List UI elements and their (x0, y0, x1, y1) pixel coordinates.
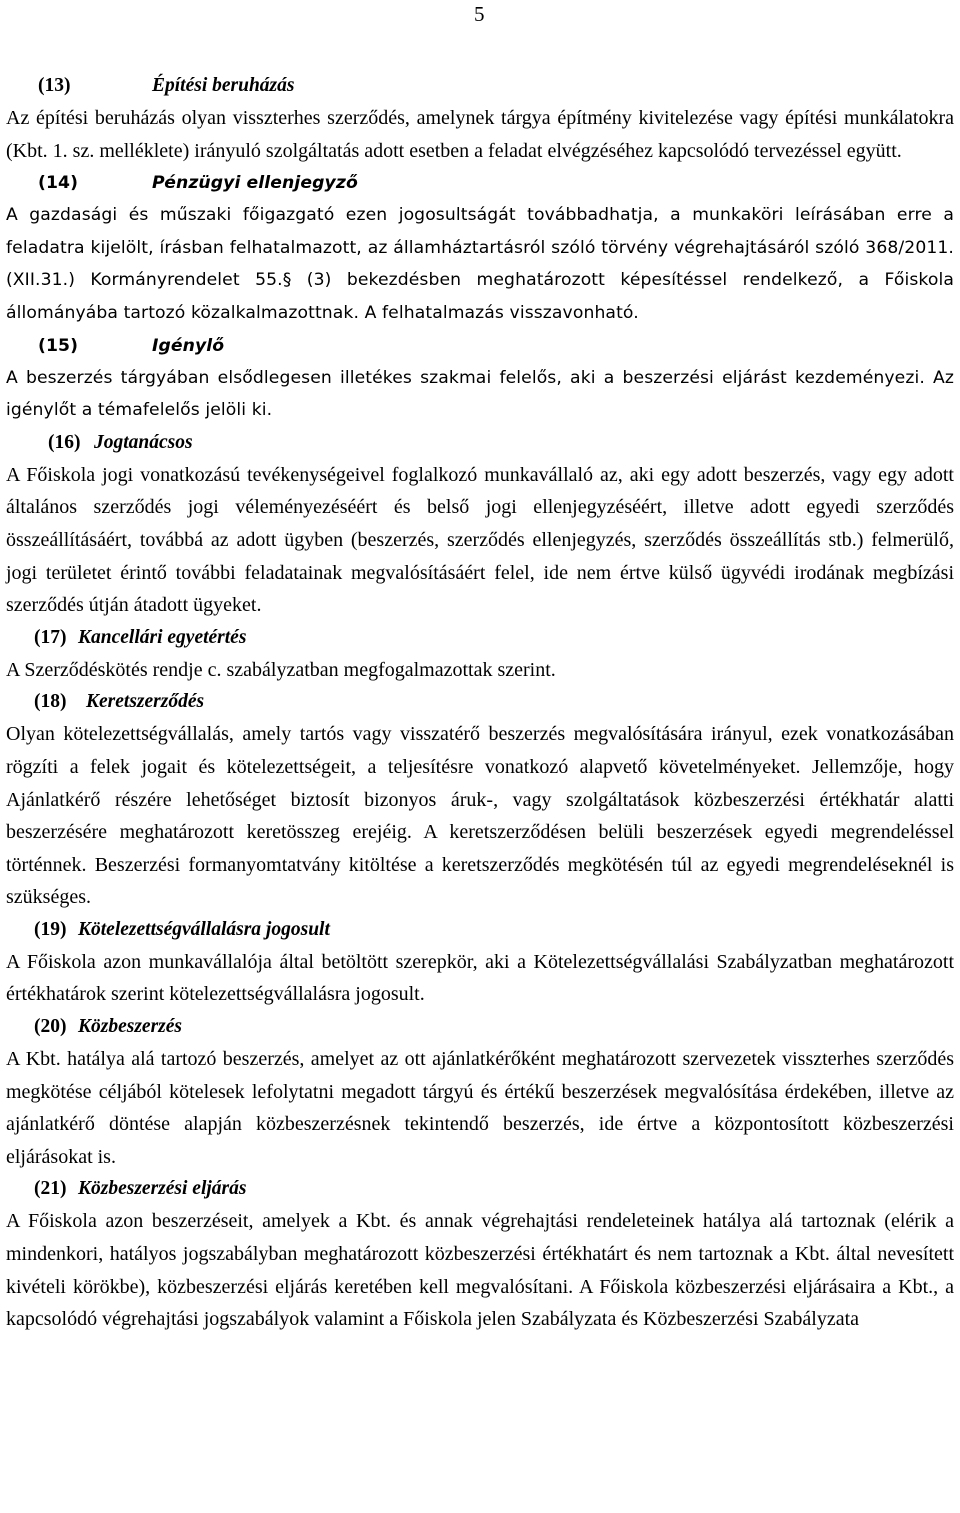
section-19-title: Kötelezettségvállalásra jogosult (78, 918, 330, 940)
section-19-heading (6, 914, 954, 946)
section-17-title: Kancellári egyetértés (78, 626, 247, 648)
section-19-text: A Főiskola azon munkavállalója által betöltött szerepkör, aki a Kötelezettségvállalási Szabályzatban meghatározott értékhatárok szerint kötelezettségvállalásra jogosult. (6, 950, 954, 1006)
section-14 (6, 167, 954, 427)
section-16-text: A Főiskola jogi vonatkozású tevékenységeivel foglalkozó munkavállaló az, aki egy adott beszerzés, vagy egy adott általános szerződés jogi véleményezéséért és belső jogi ellenjegyzéséért, illetve adott egyedi szerződés összeállításáért, továbbá az adott ügyben (beszerzés, szerződés ellenjegyzés, szerződés összeállítás stb.) felmerülő, jogi területet érintő további feladatainak megvalósításáért felel, ide nem értve külső ügyvédi irodának megbízási szerződés útján átadott ügyeket. (6, 463, 954, 617)
section-20-number: (20) (34, 1016, 67, 1038)
section-17-text: A Szerződéskötés rendje c. szabályzatban megfogalmazottak szerint. (6, 658, 556, 681)
section-20-text: A Kbt. hatálya alá tartozó beszerzés, amelyet az ott ajánlatkérőként meghatározott szervezetek visszterhes szerződés megkötése céljából kötelesek lefolytatni megadott tárgyú és értékű beszerzések megvalósítása érdekében, illetve az ajánlatkérő döntése alapján közbeszerzésnek tekintendő beszerzés, ide értve a központosított közbeszerzési eljárásokat is. (6, 1048, 954, 1168)
section-15-title: Igénylő (152, 335, 225, 356)
section-18-text: Olyan kötelezettségvállalás, amely tartós vagy visszatérő beszerzés megvalósítására irányul, ezek vonatkozásában rögzíti a felek jogait és kötelezettségeit, a teljesítésre vonatkozó alapvető követelményeket. Jellemzője, hogy Ajánlatkérő részére lehetőséget biztosít bizonyos áruk-, vagy szolgáltatások közbeszerzési értékhatár alatti beszerzésére meghatározott keretösszeg erejéig. A keretszerződésen belüli beszerzések egyedi megrendeléssel történnek. Beszerzési formanyomtatvány kitöltése a keretszerződés megkötésén túl az egyedi megrendeléseknél is szükséges. (6, 723, 954, 909)
section-13-heading (6, 70, 954, 102)
section-13-title: Építési beruházás (152, 75, 295, 96)
section-15-number: (15) (38, 335, 79, 356)
section-21-number: (21) (34, 1178, 67, 1200)
section-14-heading (6, 167, 954, 199)
section-20-title: Közbeszerzés (78, 1016, 183, 1038)
section-21-heading (6, 1173, 954, 1205)
section-21-text: A Főiskola azon beszerzéseit, amelyek a Kbt. és annak végrehajtási rendeleteinek hatálya alá tartoznak (elérik a mindenkori, hatályos jogszabályban meghatározott közbeszerzési értékhatárt és nem tartoznak a Kbt. által nevesített kivételi körökbe), közbeszerzési eljárás keretében kell megvalósítani. A Főiskola közbeszerzési eljárásaira a Kbt., a kapcsolódó végrehajtási jogszabályok valamint a Főiskola jelen Szabályzata és Közbeszerzési Szabályzata (6, 1210, 954, 1331)
section-19-number: (19) (34, 918, 67, 940)
section-16-title: Jogtanácsos (94, 431, 193, 453)
section-17-number: (17) (34, 626, 67, 648)
section-15-text: A beszerzés tárgyában elsődlegesen illetékes szakmai felelős, aki a beszerzési eljárást kezdeményezi. Az igénylőt a témafelelős jelöli ki. (6, 367, 954, 421)
section-21-title: Közbeszerzési eljárás (78, 1178, 247, 1200)
section-15-heading (6, 330, 954, 362)
section-13-text: Az építési beruházás olyan visszterhes szerződés, amelynek tárgya építmény kivitelezése vagy építési munkálatokra (Kbt. 1. sz. melléklete) irányuló szolgáltatás adott esetben a feladat elvégzéséhez kapcsolódó tervezéssel együtt. (6, 107, 954, 162)
page-number: 5 (474, 2, 485, 26)
section-18-title: Keretszerződés (86, 691, 205, 713)
section-14-number: (14) (38, 173, 79, 194)
section-18-number: (18) (34, 691, 67, 713)
section-20-heading (6, 1011, 954, 1043)
section-14-title: Pénzügyi ellenjegyző (152, 173, 358, 194)
section-17-heading (6, 622, 954, 654)
section-13-number: (13) (38, 75, 71, 96)
section-14-text: A gazdasági és műszaki főigazgató ezen jogosultságát továbbadhatja, a munkaköri leírásában erre a feladatra kijelölt, írásban felhatalmazott, az államháztartásról szóló törvény végrehajtásáról szóló 368/2011. (XII.31.) Kormányrendelet 55.§ (3) bekezdésben meghatározott képesítéssel rendelkező, a Főiskola állományába tartozó közalkalmazottnak. A felhatalmazás visszavonható. (6, 205, 954, 323)
section-16-number: (16) (48, 431, 81, 453)
section-18-heading (6, 686, 954, 718)
section-16-heading (6, 427, 954, 459)
document-body (6, 70, 954, 1336)
